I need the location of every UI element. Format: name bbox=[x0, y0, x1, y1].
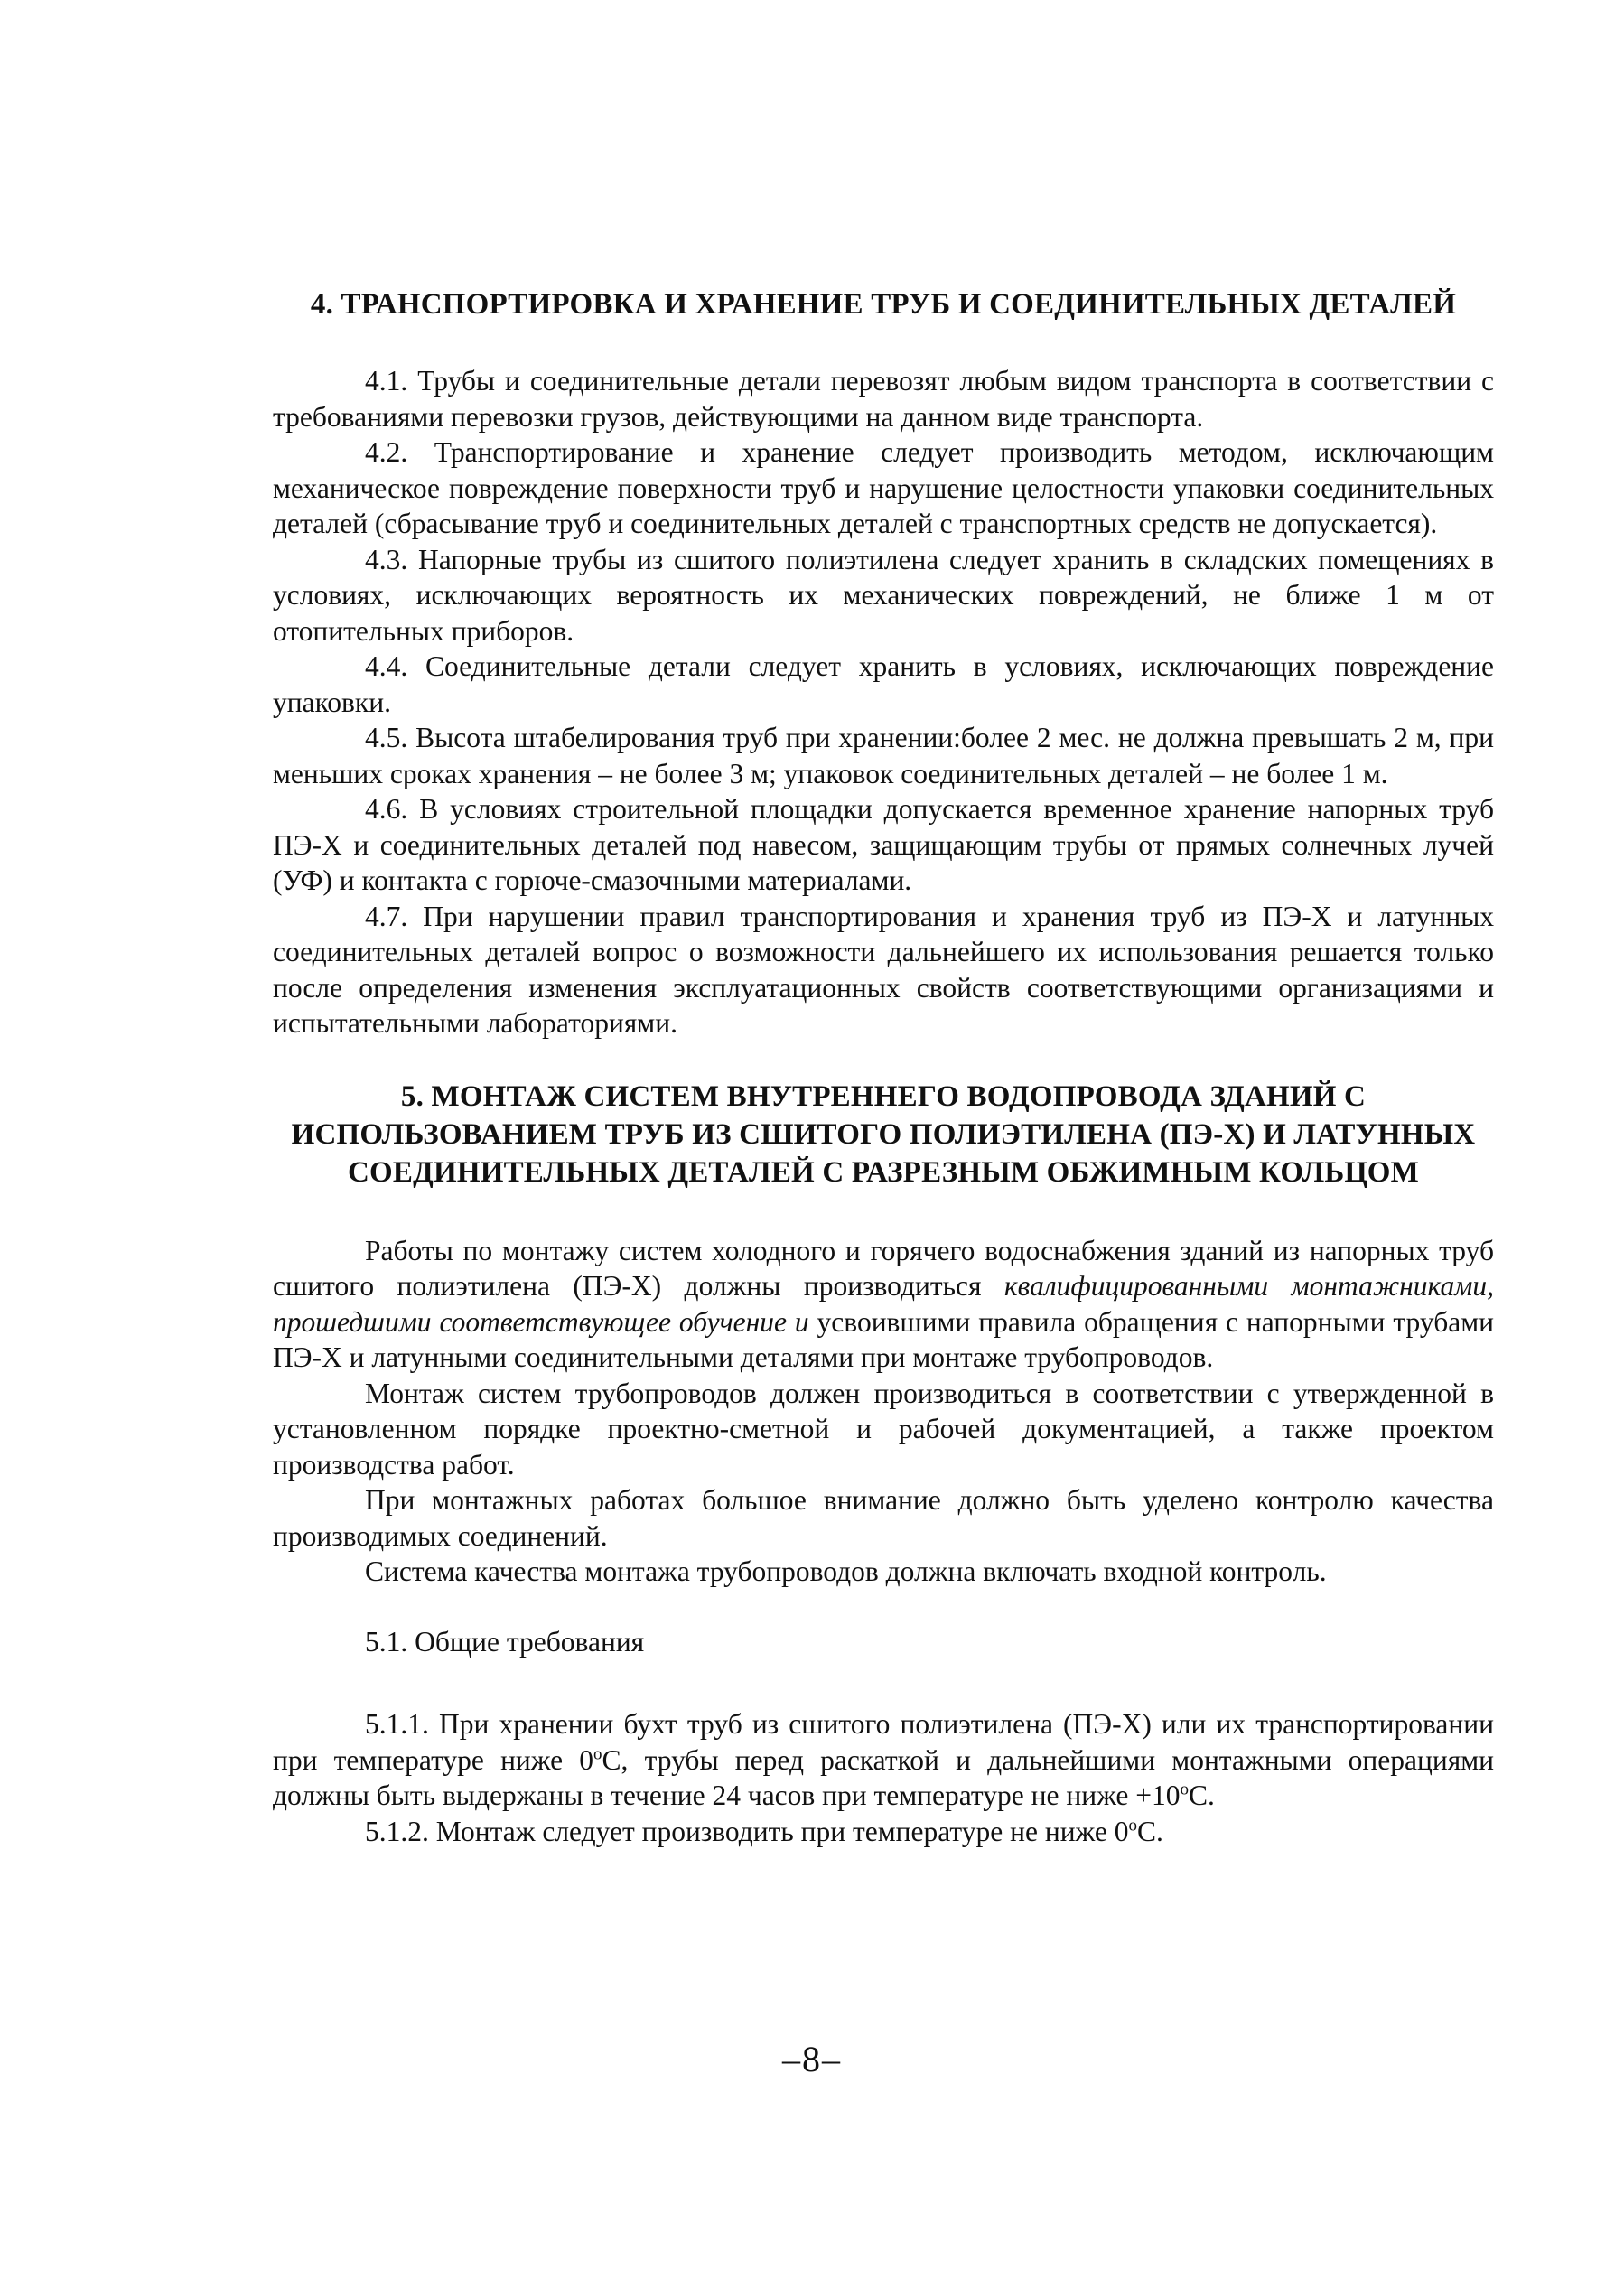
p511-text-a: 5.1.1. При хранении бухт труб из сшитого полиэтилена (ПЭ-Х) или их транспортировании при температуре ниже 0 bbox=[273, 1708, 1494, 1776]
p511-text-b: С, трубы перед раскаткой и дальнейшими монтажными операциями должны быть выдержаны в течение 24 часов при температуре не ниже +10 bbox=[273, 1743, 1494, 1811]
section-5-title-line-3: СОЕДИНИТЕЛЬНЫХ ДЕТАЛЕЙ С РАЗРЕЗНЫМ ОБЖИМНЫМ КОЛЬЦОМ bbox=[347, 1155, 1420, 1189]
section-5-title-line-2: ИСПОЛЬЗОВАНИЕМ ТРУБ ИЗ СШИТОГО ПОЛИЭТИЛЕНА (ПЭ-Х) И ЛАТУННЫХ bbox=[291, 1117, 1476, 1151]
degree-mark: о bbox=[593, 1744, 602, 1763]
p511-text-c: С. bbox=[1189, 1780, 1215, 1811]
paragraph-4-5: 4.5. Высота штабелирования труб при хранении:более 2 мес. не должна превышать 2 м, при меньших сроках хранения – не более 3 м; упаковок соединительных деталей – не более 1 м. bbox=[273, 722, 1494, 789]
paragraph-4-1: 4.1. Трубы и соединительные детали перевозят любым видом транспорта в соответствии с требованиями перевозки грузов, действующими на данном виде транспорта. bbox=[273, 365, 1494, 433]
paragraph-4-7: 4.7. При нарушении правил транспортирования и хранения труб из ПЭ-Х и латунных соединительных деталей вопрос о возможности дальнейшего их использования решается только после определения изменения эксплуатационных свойств соответствующими организациями и испытательными лабораториями. bbox=[273, 900, 1494, 1039]
paragraph-4-4: 4.4. Соединительные детали следует хранить в условиях, исключающих повреждение упаковки. bbox=[273, 650, 1494, 718]
p512-text-b: С. bbox=[1137, 1815, 1163, 1847]
paragraph-5-intro-3: При монтажных работах большое внимание должно быть уделено контролю качества производимых соединений. bbox=[273, 1484, 1494, 1552]
p512-text-a: 5.1.2. Монтаж следует производить при температуре не ниже 0 bbox=[365, 1815, 1129, 1847]
paragraph-4-3: 4.3. Напорные трубы из сшитого полиэтилена следует хранить в складских помещениях в условиях, исключающих вероятность их механических повреждений, не ближе 1 м от отопительных приборов. bbox=[273, 543, 1494, 647]
intro-1-text-italic: квалифицированными монтажниками, прошедшими соответствующее обучение и bbox=[273, 1270, 1494, 1338]
paragraph-5-1-2 bbox=[273, 1814, 1494, 1850]
page-number: –8– bbox=[782, 2039, 842, 2079]
page-content bbox=[273, 285, 1494, 1849]
paragraph-5-intro-4: Система качества монтажа трубопроводов должна включать входной контроль. bbox=[365, 1555, 1327, 1587]
degree-mark: о bbox=[1180, 1780, 1190, 1799]
degree-mark: о bbox=[1128, 1816, 1138, 1835]
paragraph-4-2: 4.2. Транспортирование и хранение следует производить методом, исключающим механическое повреждение поверхности труб и нарушение целостности упаковки соединительных деталей (сбрасывание труб и соединительных деталей с транспортных средств не допускается). bbox=[273, 436, 1494, 539]
intro-1-text-b: усвоившими правила обращения с напорными трубами ПЭ-Х и латунными соединительными деталями при монтаже трубопроводов. bbox=[273, 1305, 1494, 1373]
paragraph-5-intro-1 bbox=[273, 1233, 1494, 1376]
section-5-title bbox=[273, 1078, 1494, 1191]
paragraph-5-intro-2: Монтаж систем трубопроводов должен производиться в соответствии с утвержденной в установленном порядке проектно-сметной и рабочей документацией, а также проектом производства работ. bbox=[273, 1377, 1494, 1481]
paragraph-5-1-1 bbox=[273, 1706, 1494, 1814]
section-5-title-line-1: 5. МОНТАЖ СИСТЕМ ВНУТРЕННЕГО ВОДОПРОВОДА ЗДАНИЙ С bbox=[400, 1079, 1367, 1113]
paragraph-4-6: 4.6. В условиях строительной площадки допускается временное хранение напорных труб ПЭ-Х и соединительных деталей под навесом, защищающим трубы от прямых солнечных лучей (УФ) и контакта с горюче-смазочными материалами. bbox=[273, 793, 1494, 896]
subsection-5-1-title: 5.1. Общие требования bbox=[365, 1625, 645, 1658]
intro-1-text-a: Работы по монтажу систем холодного и горячего водоснабжения зданий из напорных труб сшитого полиэтилена (ПЭ-Х) должны производиться bbox=[273, 1234, 1494, 1302]
section-4-title: 4. ТРАНСПОРТИРОВКА И ХРАНЕНИЕ ТРУБ И СОЕДИНИТЕЛЬНЫХ ДЕТАЛЕЙ bbox=[310, 288, 1457, 321]
